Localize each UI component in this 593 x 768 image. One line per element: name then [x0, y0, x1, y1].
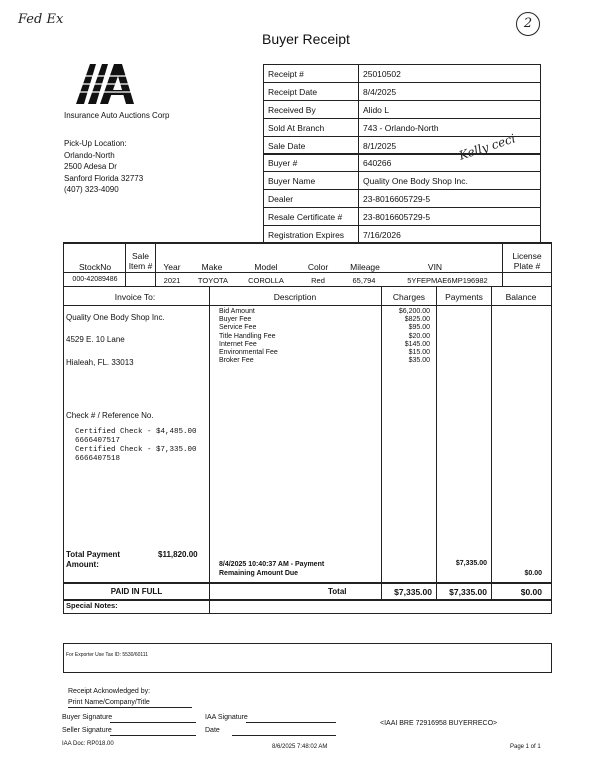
receipt-info-row: [264, 101, 541, 119]
buyer-info-table: [263, 153, 541, 244]
check-entry: [75, 428, 197, 464]
iaa-signature-line[interactable]: [246, 722, 336, 723]
company-logo: [74, 62, 146, 106]
date-line[interactable]: [232, 735, 336, 736]
divider: [551, 286, 552, 613]
divider: [155, 242, 156, 286]
receipt-info-value: 25010502: [359, 65, 541, 83]
receipt-info-label: Receipt Date: [264, 83, 359, 101]
receipt-info-label: Received By: [264, 101, 359, 119]
receipt-info-row: [264, 83, 541, 101]
total-payment-label: [66, 550, 120, 570]
col-header-sale-item: [126, 251, 155, 271]
line-item-desc: Buyer Fee: [219, 316, 252, 324]
invoice-to-name: Quality One Body Shop Inc.: [66, 313, 165, 322]
divider: [63, 643, 552, 644]
payment-entry-line: Remaining Amount Due: [219, 570, 299, 577]
line-item-charge: $145.00: [404, 340, 430, 348]
line-item-charge: $6,200.00: [398, 308, 430, 315]
col-header-plate-line: License: [512, 251, 542, 261]
divider: [63, 613, 552, 614]
receipt-info-value: 8/1/2025: [359, 137, 541, 155]
buyer-info-value: 7/16/2026: [359, 226, 541, 244]
divider: [63, 305, 552, 306]
vehicle-stock: 000-42089486: [72, 276, 118, 283]
line-item-desc: Bid Amount: [219, 308, 255, 315]
pickup-line: Sanford Florida 32773: [64, 173, 144, 183]
buyer-info-label: Buyer #: [264, 154, 359, 172]
vehicle-color: Red: [311, 276, 325, 285]
buyer-signature-label: Buyer Signature: [62, 714, 113, 721]
total-payment-label-line: Total Payment: [66, 550, 121, 559]
divider: [63, 242, 64, 286]
line-item-descriptions: [219, 308, 278, 365]
page-title: Buyer Receipt: [262, 31, 350, 47]
line-item-desc: Environmental Fee: [219, 349, 278, 357]
divider: [209, 286, 210, 613]
signature-line: [68, 707, 192, 708]
check-reference-label: Check # / Reference No.: [66, 411, 154, 420]
col-header-vin: VIN: [427, 262, 443, 272]
line-item-desc: Broker Fee: [219, 357, 254, 365]
barcode-reference: <IAAI BRE 72916958 BUYERRECO>: [380, 720, 498, 727]
pickup-location: [64, 138, 143, 196]
buyer-info-value: 23-8016605729-5: [359, 208, 541, 226]
divider: [63, 582, 552, 584]
iaa-logo-icon: [74, 62, 146, 106]
iaa-signature-label: IAA Signature: [205, 714, 248, 721]
invoice-to-city: Hialeah, FL. 33013: [66, 358, 134, 367]
check-text: Certified Check - $4,485.00: [75, 428, 197, 436]
pickup-line: Orlando-North: [64, 150, 115, 160]
divider: [491, 286, 492, 600]
total-payments: $7,335.00: [449, 587, 487, 597]
pickup-label: Pick-Up Location:: [64, 139, 127, 148]
divider: [63, 242, 552, 244]
line-item-charge: $20.00: [408, 332, 430, 340]
receipt-info-row: [264, 119, 541, 137]
handwritten-fedex-note: Fed Ex: [18, 12, 64, 27]
buyer-info-label: Resale Certificate #: [264, 208, 359, 226]
special-notes-label: Special Notes:: [66, 601, 118, 610]
receipt-info-value: Alido L: [359, 101, 541, 119]
footer-printed-date: 8/6/2025 7:48:02 AM: [272, 744, 328, 750]
divider: [63, 599, 552, 601]
buyer-info-label: Buyer Name: [264, 172, 359, 190]
footer-page-number: Page 1 of 1: [510, 744, 541, 750]
seller-signature-line[interactable]: [110, 735, 196, 736]
col-header-invoice-to: Invoice To:: [114, 292, 156, 302]
col-header-model: Model: [254, 262, 278, 272]
vehicle-mileage: 65,794: [352, 276, 376, 285]
col-header-mileage: Mileage: [350, 262, 380, 272]
line-item-desc: Title Handling Fee: [219, 332, 276, 340]
total-balance: $0.00: [520, 587, 542, 597]
footer-doc-id: IAA Doc: RP018.00: [62, 741, 114, 747]
buyer-signature-line[interactable]: [110, 722, 196, 723]
payment-entry: [219, 560, 324, 578]
acknowledgement-line: Receipt Acknowledged by:: [68, 688, 151, 695]
col-header-color: Color: [307, 262, 329, 272]
buyer-info-label: Dealer: [264, 190, 359, 208]
exporter-line: For Exporter Use Tax ID: 5530/60111: [66, 652, 148, 658]
seller-signature-label: Seller Signature: [62, 727, 112, 734]
divider: [502, 242, 503, 286]
receipt-info-label: Sold At Branch: [264, 119, 359, 137]
receipt-info-row: [264, 65, 541, 83]
divider: [436, 286, 437, 600]
divider: [63, 272, 552, 273]
col-header-description: Description: [273, 292, 317, 302]
vehicle-vin: 5YFEPMAE6MP196982: [407, 276, 488, 285]
line-item-charge: $15.00: [408, 349, 430, 357]
buyer-info-row: [264, 226, 541, 244]
handwritten-buyer-note: Kelly ceci: [457, 131, 518, 163]
vehicle-model: COROLLA: [248, 276, 284, 285]
col-header-balance: Balance: [505, 292, 537, 302]
total-payment-label-line: Amount:: [66, 560, 99, 569]
invoice-to-street: 4529 E. 10 Lane: [66, 335, 125, 344]
pickup-line: 2500 Adesa Dr: [64, 162, 117, 171]
line-item-desc: Service Fee: [219, 324, 257, 332]
col-header-sale-item-line: Sale: [131, 251, 149, 261]
divider: [63, 643, 64, 673]
receipt-info-label: Sale Date: [264, 137, 359, 155]
check-text: Certified Check - $7,335.00: [75, 446, 197, 454]
col-header-sale-item-line: Item #: [128, 261, 153, 271]
col-header-make: Make: [201, 262, 223, 272]
buyer-info-row: [264, 208, 541, 226]
handwritten-page-number: 2: [516, 12, 540, 36]
col-header-plate: [504, 251, 550, 271]
receipt-info-value: 743 - Orlando-North: [359, 119, 541, 137]
col-header-charges: Charges: [392, 292, 426, 302]
buyer-info-value: 23-8016605729-5: [359, 190, 541, 208]
receipt-info-value: 8/4/2025: [359, 83, 541, 101]
buyer-info-row: [264, 154, 541, 172]
line-item-desc: Internet Fee: [219, 340, 257, 348]
divider: [63, 672, 552, 673]
line-item-charges: [382, 308, 430, 365]
total-charges: $7,335.00: [394, 587, 432, 597]
divider: [63, 286, 552, 287]
vehicle-year: 2021: [163, 276, 181, 285]
check-ref: 6666407517: [75, 437, 121, 445]
remaining-amount: $0.00: [524, 570, 542, 577]
pickup-line: (407) 323-4090: [64, 185, 119, 194]
paid-status: PAID IN FULL: [110, 587, 163, 596]
company-name: Insurance Auto Auctions Corp: [64, 111, 170, 120]
total-payment-amount: $11,820.00: [158, 550, 198, 559]
col-header-plate-line: Plate #: [513, 261, 541, 271]
col-header-payments: Payments: [445, 292, 483, 302]
check-ref: 6666407518: [75, 455, 121, 463]
line-item-charge: $35.00: [408, 357, 430, 365]
divider: [63, 286, 64, 613]
acknowledgement: [68, 686, 150, 708]
total-label: Total: [328, 587, 347, 596]
date-label: Date: [205, 727, 220, 734]
divider: [551, 643, 552, 673]
buyer-info-row: [264, 172, 541, 190]
buyer-info-value: 640266: [359, 154, 541, 172]
buyer-info-row: [264, 190, 541, 208]
payment-entry-line: 8/4/2025 10:40:37 AM - Payment: [219, 561, 325, 568]
payment-entry-amount: $7,335.00: [455, 560, 487, 567]
divider: [551, 242, 552, 286]
col-header-stock: StockNo: [78, 262, 112, 272]
buyer-info-value: Quality One Body Shop Inc.: [359, 172, 541, 190]
line-item-charge: $95.00: [408, 324, 430, 332]
receipt-info-label: Receipt #: [264, 65, 359, 83]
acknowledgement-line: Print Name/Company/Title: [68, 699, 150, 706]
col-header-year: Year: [163, 262, 181, 272]
vehicle-make: TOYOTA: [197, 276, 229, 285]
buyer-info-label: Registration Expires: [264, 226, 359, 244]
line-item-charge: $825.00: [404, 316, 430, 324]
